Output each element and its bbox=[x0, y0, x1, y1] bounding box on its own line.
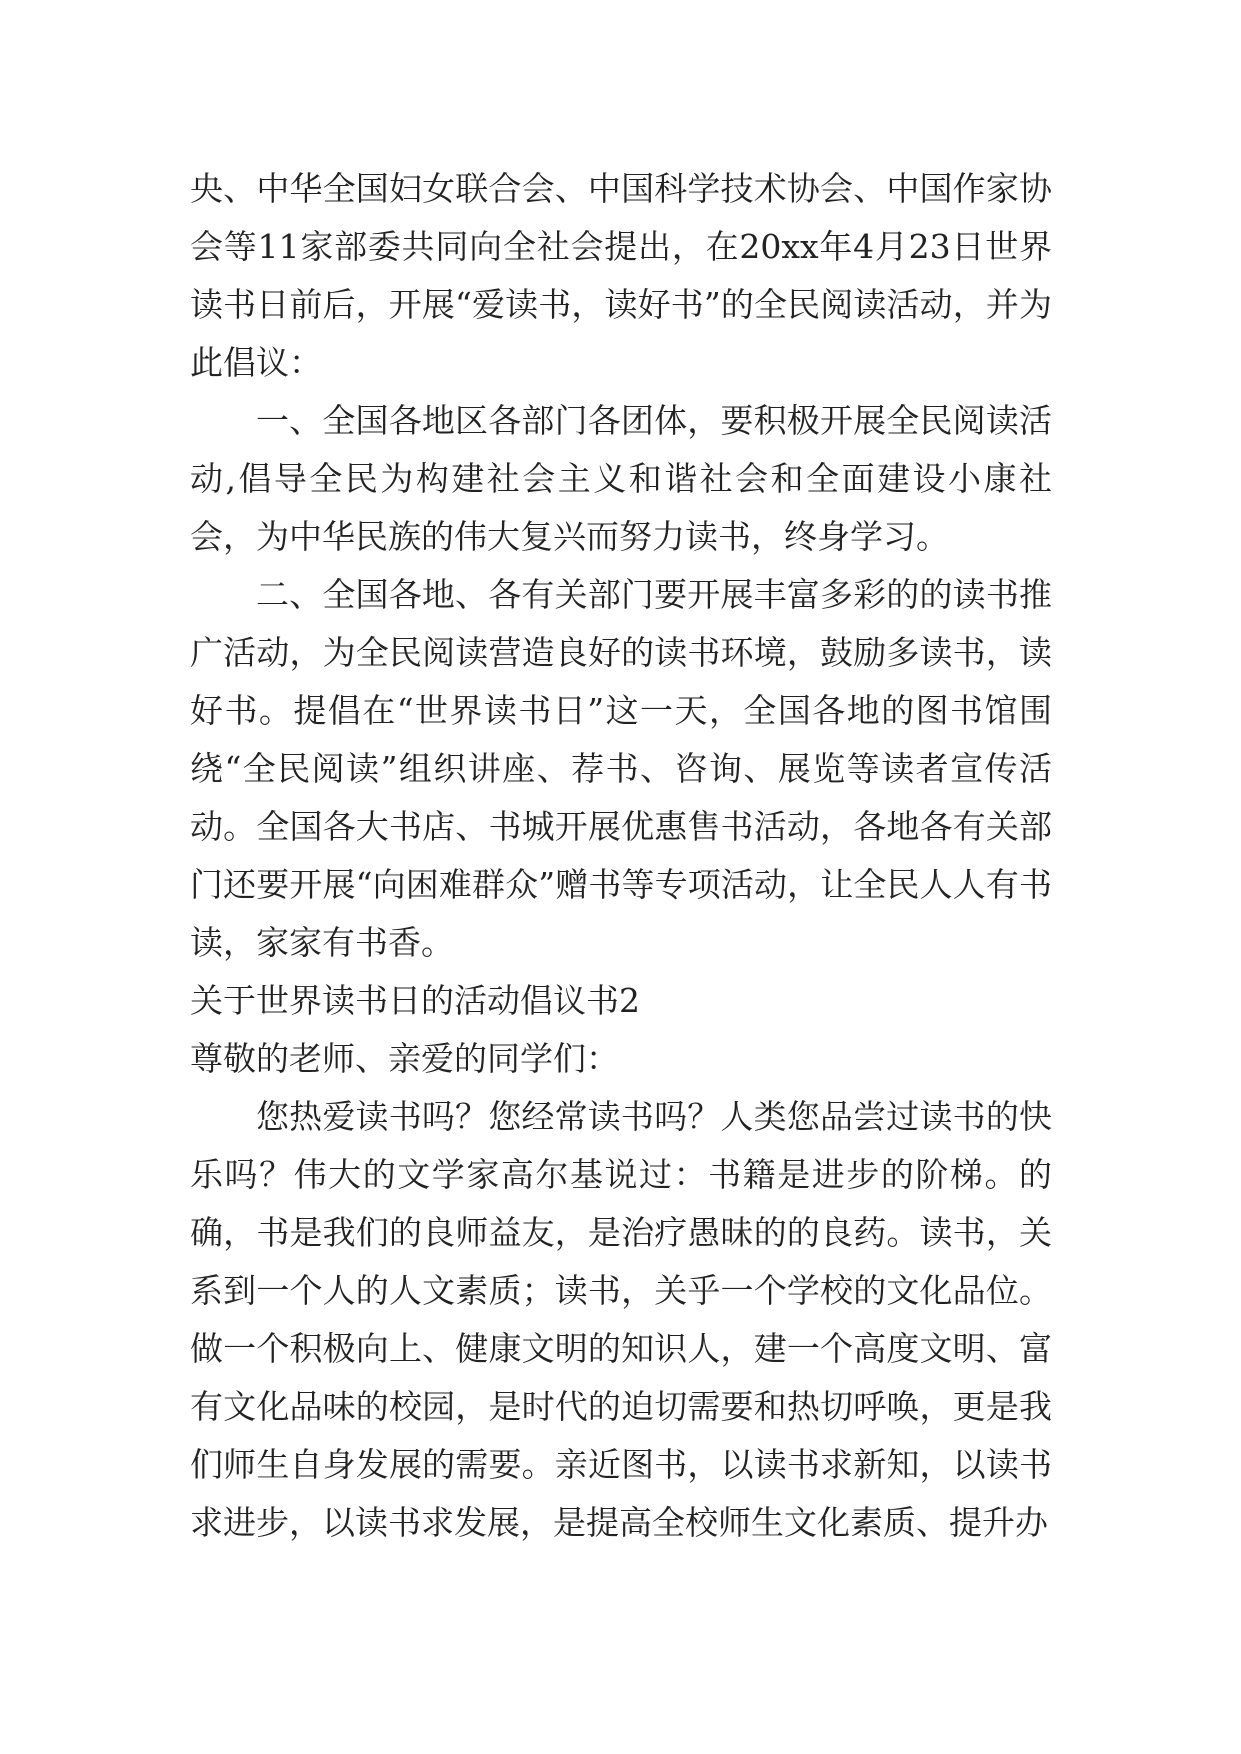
document-body bbox=[190, 160, 1052, 1552]
salutation: 尊敬的老师、亲爱的同学们： bbox=[190, 1039, 619, 1078]
paragraph-proposal-two: 二、全国各地、各有关部门要开展丰富多彩的的读书推广活动，为全民阅读营造良好的读书环境，鼓励多读书，读好书。提倡在“世界读书日”这一天，全国各地的图书馆围绕“全民阅读”组织讲座、荐书、咨询、展览等读者宣传活动。全国各大书店、书城开展优惠售书活动，各地各有关部门还要开展“向困难群众”赠书等专项活动，让全民人人有书读，家家有书香。 bbox=[190, 575, 1052, 962]
paragraph-proposal-one: 一、全国各地区各部门各团体，要积极开展全民阅读活动,倡导全民为构建社会主义和谐社会和全面建设小康社会，为中华民族的伟大复兴而努力读书，终身学习。 bbox=[190, 401, 1052, 556]
paragraph-intro-continued: 央、中华全国妇女联合会、中国科学技术协会、中国作家协会等11家部委共同向全社会提出，在20xx年4月23日世界读书日前后，开展“爱读书，读好书”的全民阅读活动，并为此倡议： bbox=[190, 169, 1052, 382]
section-title: 关于世界读书日的活动倡议书2 bbox=[190, 981, 640, 1020]
paragraph-body: 您热爱读书吗？您经常读书吗？人类您品尝过读书的快乐吗？伟大的文学家高尔基说过：书籍是进步的阶梯。的确，书是我们的良师益友，是治疗愚昧的的良药。读书，关系到一个人的人文素质；读书，关乎一个学校的文化品位。做一个积极向上、健康文明的知识人，建一个高度文明、富有文化品味的校园，是时代的迫切需要和热切呼唤，更是我们师生自身发展的需要。亲近图书，以读书求新知，以读书求进步，以读书求发展，是提高全校师生文化素质、提升办 bbox=[190, 1097, 1052, 1542]
